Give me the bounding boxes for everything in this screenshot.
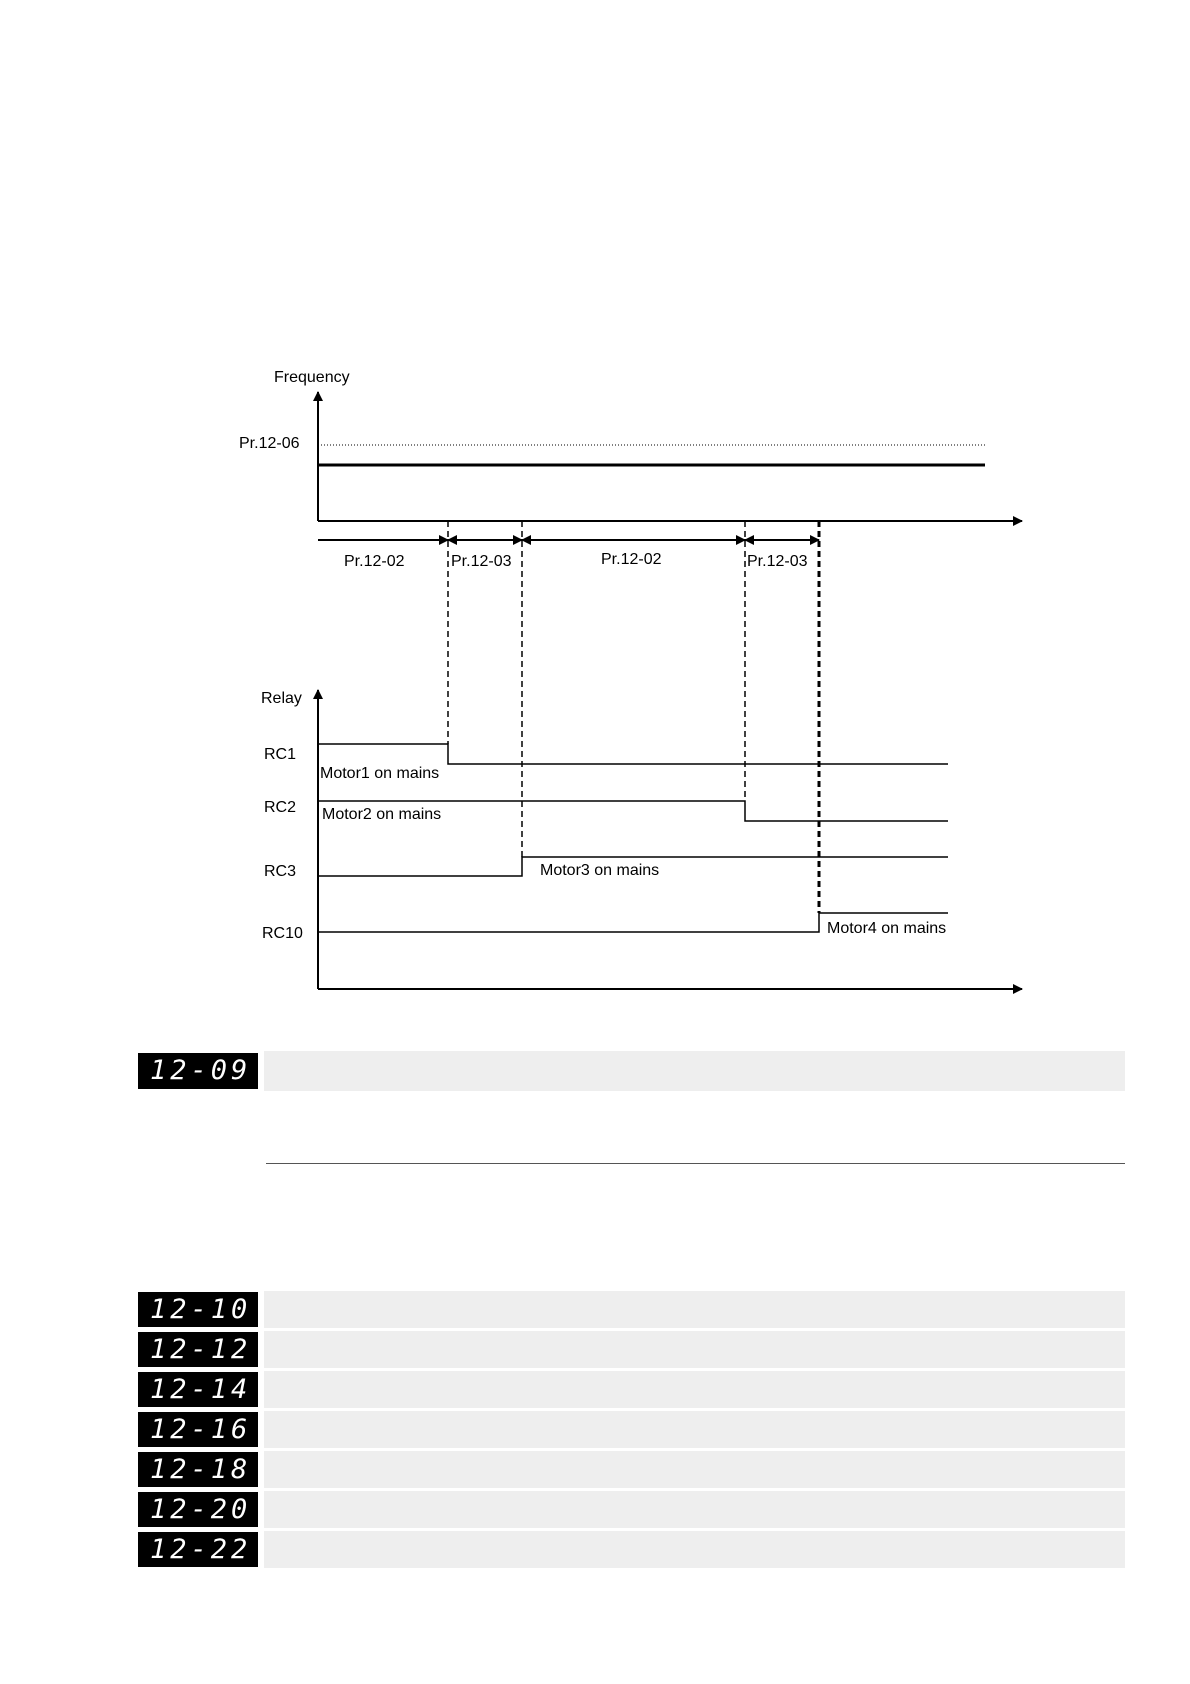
frequency-level-label: Pr.12-06 xyxy=(239,435,300,452)
param-bar-12-14 xyxy=(264,1371,1125,1408)
interval-label-4: Pr.12-03 xyxy=(747,553,808,570)
interval-label-3: Pr.12-02 xyxy=(601,551,662,568)
lcd-display-12-09 xyxy=(138,1053,258,1089)
param-bar-12-20 xyxy=(264,1491,1125,1528)
param-bar-12-10 xyxy=(264,1291,1125,1328)
frequency-axis-label: Frequency xyxy=(274,369,350,386)
lcd-display-12-20 xyxy=(138,1492,258,1527)
section-divider xyxy=(266,1163,1125,1164)
interval-label-1: Pr.12-02 xyxy=(344,553,405,570)
lcd-code-12-10: 12-10 xyxy=(150,1294,252,1325)
param-bar-12-22 xyxy=(264,1531,1125,1568)
lcd-code-12-16: 12-16 xyxy=(150,1414,252,1445)
param-bar-12-16 xyxy=(264,1411,1125,1448)
relay-label-rc3: RC3 xyxy=(264,863,297,880)
relay-label-rc1: RC1 xyxy=(264,746,297,763)
lcd-code-12-18: 12-18 xyxy=(150,1454,252,1485)
relay-label-rc2: RC2 xyxy=(264,799,297,816)
relay-label-rc10: RC10 xyxy=(262,925,303,942)
lcd-code-12-20: 12-20 xyxy=(150,1494,252,1525)
relay-trace-rc1 xyxy=(318,744,948,764)
lcd-display-12-12 xyxy=(138,1332,258,1367)
lcd-code-12-14: 12-14 xyxy=(150,1374,252,1405)
lcd-display-12-14 xyxy=(138,1372,258,1407)
motor-label-1: Motor1 on mains xyxy=(320,765,440,782)
lcd-display-12-10 xyxy=(138,1292,258,1327)
lcd-display-12-18 xyxy=(138,1452,258,1487)
lcd-code-12-12: 12-12 xyxy=(150,1334,252,1365)
lcd-display-12-22 xyxy=(138,1532,258,1567)
param-bar-12-12 xyxy=(264,1331,1125,1368)
motor-label-3: Motor3 on mains xyxy=(540,862,660,879)
motor-label-2: Motor2 on mains xyxy=(322,806,442,823)
lcd-code-12-09: 12-09 xyxy=(150,1055,252,1086)
interval-label-2: Pr.12-03 xyxy=(451,553,512,570)
lcd-code-12-22: 12-22 xyxy=(150,1534,252,1565)
relay-axis-label: Relay xyxy=(261,690,302,707)
param-bar-12-09 xyxy=(264,1051,1125,1091)
lcd-display-12-16 xyxy=(138,1412,258,1447)
motor-label-4: Motor4 on mains xyxy=(827,920,947,937)
param-bar-12-18 xyxy=(264,1451,1125,1488)
